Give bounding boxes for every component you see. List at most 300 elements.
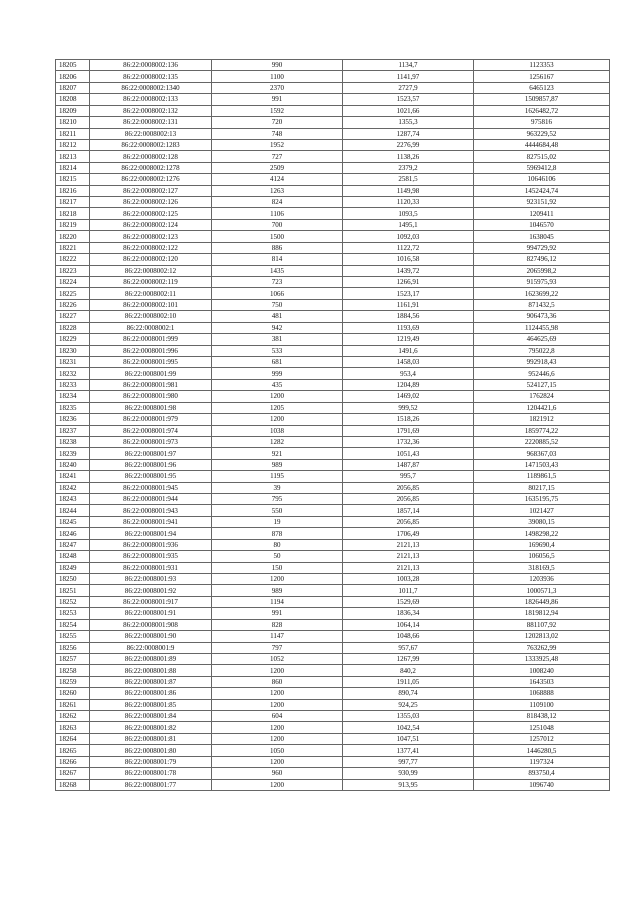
table-row xyxy=(56,265,610,276)
value-cell: 1859774,22 xyxy=(474,425,610,436)
row-number-cell: 18264 xyxy=(56,733,90,744)
cadastral-number-cell: 86:22:0008002:131 xyxy=(90,117,212,128)
row-number-cell: 18210 xyxy=(56,117,90,128)
area-cell: 150 xyxy=(212,562,343,573)
area-cell: 381 xyxy=(212,334,343,345)
table-row xyxy=(56,551,610,562)
table-row xyxy=(56,334,610,345)
row-number-cell: 18225 xyxy=(56,288,90,299)
area-cell: 1200 xyxy=(212,779,343,790)
table-row xyxy=(56,379,610,390)
area-cell: 2509 xyxy=(212,162,343,173)
row-number-cell: 18266 xyxy=(56,756,90,767)
rate-cell: 1911,05 xyxy=(343,676,474,687)
value-cell: 106056,5 xyxy=(474,551,610,562)
rate-cell: 1491,6 xyxy=(343,345,474,356)
area-cell: 1038 xyxy=(212,425,343,436)
rate-cell: 1011,7 xyxy=(343,585,474,596)
table-row xyxy=(56,128,610,139)
row-number-cell: 18214 xyxy=(56,162,90,173)
table-row xyxy=(56,71,610,82)
rate-cell: 1458,03 xyxy=(343,356,474,367)
value-cell: 1000571,3 xyxy=(474,585,610,596)
row-number-cell: 18236 xyxy=(56,414,90,425)
row-number-cell: 18241 xyxy=(56,471,90,482)
row-number-cell: 18249 xyxy=(56,562,90,573)
rate-cell: 953,4 xyxy=(343,368,474,379)
table-row xyxy=(56,356,610,367)
table-row xyxy=(56,60,610,71)
area-cell: 1200 xyxy=(212,722,343,733)
table-row xyxy=(56,528,610,539)
cadastral-number-cell: 86:22:0008001:79 xyxy=(90,756,212,767)
rate-cell: 1048,66 xyxy=(343,631,474,642)
cadastral-number-cell: 86:22:0008001:99 xyxy=(90,368,212,379)
cadastral-number-cell: 86:22:0008002:135 xyxy=(90,71,212,82)
value-cell: 1452424,74 xyxy=(474,185,610,196)
cadastral-number-cell: 86:22:0008002:11 xyxy=(90,288,212,299)
value-cell: 1197324 xyxy=(474,756,610,767)
value-cell: 906473,36 xyxy=(474,311,610,322)
table-row xyxy=(56,185,610,196)
value-cell: 5969412,8 xyxy=(474,162,610,173)
row-number-cell: 18232 xyxy=(56,368,90,379)
row-number-cell: 18230 xyxy=(56,345,90,356)
value-cell: 39080,15 xyxy=(474,516,610,527)
rate-cell: 1529,69 xyxy=(343,596,474,607)
table-row xyxy=(56,516,610,527)
row-number-cell: 18254 xyxy=(56,619,90,630)
rate-cell: 1219,49 xyxy=(343,334,474,345)
rate-cell: 2056,85 xyxy=(343,516,474,527)
row-number-cell: 18250 xyxy=(56,573,90,584)
row-number-cell: 18235 xyxy=(56,402,90,413)
row-number-cell: 18248 xyxy=(56,551,90,562)
table-row xyxy=(56,459,610,470)
rate-cell: 957,67 xyxy=(343,642,474,653)
area-cell: 1592 xyxy=(212,105,343,116)
area-cell: 80 xyxy=(212,539,343,550)
row-number-cell: 18205 xyxy=(56,60,90,71)
rate-cell: 1003,28 xyxy=(343,573,474,584)
table-row xyxy=(56,82,610,93)
rate-cell: 1047,51 xyxy=(343,733,474,744)
cadastral-number-cell: 86:22:0008002:127 xyxy=(90,185,212,196)
value-cell: 1821912 xyxy=(474,414,610,425)
value-cell: 1124455,98 xyxy=(474,322,610,333)
cadastral-number-cell: 86:22:0008001:91 xyxy=(90,608,212,619)
table-row xyxy=(56,711,610,722)
value-cell: 1471503,43 xyxy=(474,459,610,470)
table-body xyxy=(56,60,610,791)
cadastral-number-cell: 86:22:0008002:12 xyxy=(90,265,212,276)
cadastral-number-cell: 86:22:0008002:126 xyxy=(90,197,212,208)
cadastral-number-cell: 86:22:0008002:1276 xyxy=(90,174,212,185)
row-number-cell: 18267 xyxy=(56,768,90,779)
area-cell: 860 xyxy=(212,676,343,687)
rate-cell: 1092,03 xyxy=(343,231,474,242)
area-cell: 1050 xyxy=(212,745,343,756)
area-cell: 1200 xyxy=(212,756,343,767)
cadastral-number-cell: 86:22:0008001:85 xyxy=(90,699,212,710)
value-cell: 915975,93 xyxy=(474,277,610,288)
rate-cell: 1706,49 xyxy=(343,528,474,539)
table-row xyxy=(56,94,610,105)
table-row xyxy=(56,573,610,584)
row-number-cell: 18238 xyxy=(56,436,90,447)
row-number-cell: 18208 xyxy=(56,94,90,105)
area-cell: 550 xyxy=(212,505,343,516)
row-number-cell: 18245 xyxy=(56,516,90,527)
cadastral-number-cell: 86:22:0008002:133 xyxy=(90,94,212,105)
rate-cell: 1439,72 xyxy=(343,265,474,276)
cadastral-number-cell: 86:22:0008002:119 xyxy=(90,277,212,288)
value-cell: 1626482,72 xyxy=(474,105,610,116)
area-cell: 991 xyxy=(212,608,343,619)
area-cell: 1200 xyxy=(212,414,343,425)
value-cell: 1762824 xyxy=(474,391,610,402)
registry-table xyxy=(55,59,610,791)
row-number-cell: 18257 xyxy=(56,653,90,664)
row-number-cell: 18242 xyxy=(56,482,90,493)
table-row xyxy=(56,619,610,630)
cadastral-number-cell: 86:22:0008001:97 xyxy=(90,448,212,459)
rate-cell: 1161,91 xyxy=(343,299,474,310)
cadastral-number-cell: 86:22:0008001:87 xyxy=(90,676,212,687)
value-cell: 1643503 xyxy=(474,676,610,687)
area-cell: 750 xyxy=(212,299,343,310)
rate-cell: 1138,26 xyxy=(343,151,474,162)
cadastral-number-cell: 86:22:0008001:78 xyxy=(90,768,212,779)
area-cell: 723 xyxy=(212,277,343,288)
row-number-cell: 18251 xyxy=(56,585,90,596)
row-number-cell: 18243 xyxy=(56,494,90,505)
area-cell: 1106 xyxy=(212,208,343,219)
table-row xyxy=(56,242,610,253)
rate-cell: 1495,1 xyxy=(343,219,474,230)
row-number-cell: 18234 xyxy=(56,391,90,402)
value-cell: 1203936 xyxy=(474,573,610,584)
row-number-cell: 18221 xyxy=(56,242,90,253)
table-row xyxy=(56,174,610,185)
value-cell: 80217,15 xyxy=(474,482,610,493)
rate-cell: 1518,26 xyxy=(343,414,474,425)
value-cell: 1109100 xyxy=(474,699,610,710)
row-number-cell: 18206 xyxy=(56,71,90,82)
table-row xyxy=(56,539,610,550)
table-row xyxy=(56,288,610,299)
area-cell: 795 xyxy=(212,494,343,505)
cadastral-number-cell: 86:22:0008001:94 xyxy=(90,528,212,539)
area-cell: 828 xyxy=(212,619,343,630)
rate-cell: 1134,7 xyxy=(343,60,474,71)
cadastral-number-cell: 86:22:0008001:82 xyxy=(90,722,212,733)
cadastral-number-cell: 86:22:0008002:1283 xyxy=(90,139,212,150)
area-cell: 681 xyxy=(212,356,343,367)
cadastral-number-cell: 86:22:0008001:88 xyxy=(90,665,212,676)
cadastral-number-cell: 86:22:0008001:973 xyxy=(90,436,212,447)
cadastral-number-cell: 86:22:0008001:941 xyxy=(90,516,212,527)
cadastral-number-cell: 86:22:0008001:979 xyxy=(90,414,212,425)
row-number-cell: 18229 xyxy=(56,334,90,345)
table-row xyxy=(56,311,610,322)
table-row xyxy=(56,631,610,642)
value-cell: 1008240 xyxy=(474,665,610,676)
cadastral-number-cell: 86:22:0008001:89 xyxy=(90,653,212,664)
table-row xyxy=(56,494,610,505)
cadastral-number-cell: 86:22:0008002:13 xyxy=(90,128,212,139)
area-cell: 1147 xyxy=(212,631,343,642)
rate-cell: 2581,5 xyxy=(343,174,474,185)
row-number-cell: 18220 xyxy=(56,231,90,242)
cadastral-number-cell: 86:22:0008002:132 xyxy=(90,105,212,116)
row-number-cell: 18212 xyxy=(56,139,90,150)
cadastral-number-cell: 86:22:0008002:120 xyxy=(90,254,212,265)
table-row xyxy=(56,768,610,779)
table-row xyxy=(56,471,610,482)
area-cell: 921 xyxy=(212,448,343,459)
area-cell: 50 xyxy=(212,551,343,562)
row-number-cell: 18222 xyxy=(56,254,90,265)
area-cell: 1195 xyxy=(212,471,343,482)
rate-cell: 2379,2 xyxy=(343,162,474,173)
value-cell: 4444684,48 xyxy=(474,139,610,150)
cadastral-number-cell: 86:22:0008002:101 xyxy=(90,299,212,310)
table-row xyxy=(56,402,610,413)
area-cell: 989 xyxy=(212,459,343,470)
value-cell: 1509857,87 xyxy=(474,94,610,105)
table-row xyxy=(56,105,610,116)
row-number-cell: 18226 xyxy=(56,299,90,310)
area-cell: 1066 xyxy=(212,288,343,299)
rate-cell: 1016,58 xyxy=(343,254,474,265)
cadastral-number-cell: 86:22:0008001:981 xyxy=(90,379,212,390)
table-row xyxy=(56,322,610,333)
table-row xyxy=(56,414,610,425)
rate-cell: 1857,14 xyxy=(343,505,474,516)
row-number-cell: 18255 xyxy=(56,631,90,642)
value-cell: 818438,12 xyxy=(474,711,610,722)
table-row xyxy=(56,117,610,128)
cadastral-number-cell: 86:22:0008002:123 xyxy=(90,231,212,242)
area-cell: 1282 xyxy=(212,436,343,447)
row-number-cell: 18244 xyxy=(56,505,90,516)
cadastral-number-cell: 86:22:0008002:122 xyxy=(90,242,212,253)
row-number-cell: 18259 xyxy=(56,676,90,687)
area-cell: 886 xyxy=(212,242,343,253)
row-number-cell: 18247 xyxy=(56,539,90,550)
area-cell: 1200 xyxy=(212,665,343,676)
area-cell: 700 xyxy=(212,219,343,230)
cadastral-number-cell: 86:22:0008001:974 xyxy=(90,425,212,436)
cadastral-number-cell: 86:22:0008001:945 xyxy=(90,482,212,493)
value-cell: 795022,8 xyxy=(474,345,610,356)
rate-cell: 1193,69 xyxy=(343,322,474,333)
cadastral-number-cell: 86:22:0008001:980 xyxy=(90,391,212,402)
table-row xyxy=(56,676,610,687)
table-row xyxy=(56,505,610,516)
rate-cell: 1836,34 xyxy=(343,608,474,619)
row-number-cell: 18213 xyxy=(56,151,90,162)
area-cell: 1200 xyxy=(212,733,343,744)
row-number-cell: 18231 xyxy=(56,356,90,367)
row-number-cell: 18253 xyxy=(56,608,90,619)
area-cell: 2370 xyxy=(212,82,343,93)
value-cell: 881107,92 xyxy=(474,619,610,630)
area-cell: 960 xyxy=(212,768,343,779)
area-cell: 727 xyxy=(212,151,343,162)
area-cell: 435 xyxy=(212,379,343,390)
value-cell: 2065998,2 xyxy=(474,265,610,276)
cadastral-number-cell: 86:22:0008002:1340 xyxy=(90,82,212,93)
table-row xyxy=(56,756,610,767)
cadastral-number-cell: 86:22:0008001:936 xyxy=(90,539,212,550)
value-cell: 1257012 xyxy=(474,733,610,744)
table-row xyxy=(56,642,610,653)
table-row xyxy=(56,162,610,173)
rate-cell: 1355,3 xyxy=(343,117,474,128)
cadastral-number-cell: 86:22:0008001:96 xyxy=(90,459,212,470)
rate-cell: 1732,36 xyxy=(343,436,474,447)
area-cell: 1435 xyxy=(212,265,343,276)
area-cell: 1263 xyxy=(212,185,343,196)
value-cell: 1826449,86 xyxy=(474,596,610,607)
cadastral-number-cell: 86:22:0008002:128 xyxy=(90,151,212,162)
rate-cell: 2056,85 xyxy=(343,494,474,505)
value-cell: 1204421,6 xyxy=(474,402,610,413)
value-cell: 1819812,94 xyxy=(474,608,610,619)
cadastral-number-cell: 86:22:0008001:943 xyxy=(90,505,212,516)
area-cell: 1100 xyxy=(212,71,343,82)
cadastral-number-cell: 86:22:0008001:908 xyxy=(90,619,212,630)
value-cell: 1189861,5 xyxy=(474,471,610,482)
table-row xyxy=(56,448,610,459)
rate-cell: 1884,56 xyxy=(343,311,474,322)
rate-cell: 1051,43 xyxy=(343,448,474,459)
table-row xyxy=(56,596,610,607)
value-cell: 1638045 xyxy=(474,231,610,242)
area-cell: 797 xyxy=(212,642,343,653)
cadastral-number-cell: 86:22:0008001:77 xyxy=(90,779,212,790)
value-cell: 992918,43 xyxy=(474,356,610,367)
row-number-cell: 18240 xyxy=(56,459,90,470)
area-cell: 1500 xyxy=(212,231,343,242)
rate-cell: 1487,87 xyxy=(343,459,474,470)
rate-cell: 840,2 xyxy=(343,665,474,676)
cadastral-number-cell: 86:22:0008002:125 xyxy=(90,208,212,219)
table-row xyxy=(56,208,610,219)
value-cell: 827496,12 xyxy=(474,254,610,265)
cadastral-number-cell: 86:22:0008001:917 xyxy=(90,596,212,607)
table-row xyxy=(56,254,610,265)
table-row xyxy=(56,585,610,596)
rate-cell: 1287,74 xyxy=(343,128,474,139)
cadastral-number-cell: 86:22:0008001:98 xyxy=(90,402,212,413)
table-row xyxy=(56,436,610,447)
area-cell: 942 xyxy=(212,322,343,333)
rate-cell: 1042,54 xyxy=(343,722,474,733)
area-cell: 989 xyxy=(212,585,343,596)
row-number-cell: 18256 xyxy=(56,642,90,653)
table-row xyxy=(56,482,610,493)
rate-cell: 913,95 xyxy=(343,779,474,790)
cadastral-number-cell: 86:22:0008002:124 xyxy=(90,219,212,230)
rate-cell: 1122,72 xyxy=(343,242,474,253)
area-cell: 4124 xyxy=(212,174,343,185)
area-cell: 990 xyxy=(212,60,343,71)
area-cell: 748 xyxy=(212,128,343,139)
cadastral-number-cell: 86:22:0008001:996 xyxy=(90,345,212,356)
row-number-cell: 18262 xyxy=(56,711,90,722)
rate-cell: 1267,99 xyxy=(343,653,474,664)
rate-cell: 2276,99 xyxy=(343,139,474,150)
value-cell: 318169,5 xyxy=(474,562,610,573)
table-row xyxy=(56,197,610,208)
value-cell: 1256167 xyxy=(474,71,610,82)
value-cell: 1096740 xyxy=(474,779,610,790)
rate-cell: 2121,13 xyxy=(343,551,474,562)
rate-cell: 924,25 xyxy=(343,699,474,710)
rate-cell: 1266,91 xyxy=(343,277,474,288)
cadastral-number-cell: 86:22:0008001:92 xyxy=(90,585,212,596)
area-cell: 991 xyxy=(212,94,343,105)
cadastral-number-cell: 86:22:0008001:95 xyxy=(90,471,212,482)
rate-cell: 1355,03 xyxy=(343,711,474,722)
area-cell: 1205 xyxy=(212,402,343,413)
row-number-cell: 18246 xyxy=(56,528,90,539)
area-cell: 1200 xyxy=(212,391,343,402)
area-cell: 1200 xyxy=(212,688,343,699)
value-cell: 1123353 xyxy=(474,60,610,71)
row-number-cell: 18237 xyxy=(56,425,90,436)
area-cell: 999 xyxy=(212,368,343,379)
area-cell: 878 xyxy=(212,528,343,539)
row-number-cell: 18224 xyxy=(56,277,90,288)
table-row xyxy=(56,733,610,744)
table-row xyxy=(56,219,610,230)
row-number-cell: 18265 xyxy=(56,745,90,756)
row-number-cell: 18216 xyxy=(56,185,90,196)
area-cell: 533 xyxy=(212,345,343,356)
value-cell: 923151,92 xyxy=(474,197,610,208)
cadastral-number-cell: 86:22:0008001:935 xyxy=(90,551,212,562)
row-number-cell: 18218 xyxy=(56,208,90,219)
cadastral-number-cell: 86:22:0008001:81 xyxy=(90,733,212,744)
cadastral-number-cell: 86:22:0008002:10 xyxy=(90,311,212,322)
table-row xyxy=(56,608,610,619)
value-cell: 963229,52 xyxy=(474,128,610,139)
rate-cell: 1093,5 xyxy=(343,208,474,219)
table-row xyxy=(56,779,610,790)
area-cell: 19 xyxy=(212,516,343,527)
table-row xyxy=(56,391,610,402)
table-row xyxy=(56,745,610,756)
cadastral-number-cell: 86:22:0008002:136 xyxy=(90,60,212,71)
area-cell: 1052 xyxy=(212,653,343,664)
row-number-cell: 18233 xyxy=(56,379,90,390)
area-cell: 814 xyxy=(212,254,343,265)
value-cell: 968367,03 xyxy=(474,448,610,459)
row-number-cell: 18228 xyxy=(56,322,90,333)
table-row xyxy=(56,425,610,436)
table-row xyxy=(56,151,610,162)
cadastral-number-cell: 86:22:0008002:1278 xyxy=(90,162,212,173)
table-row xyxy=(56,562,610,573)
cadastral-number-cell: 86:22:0008001:944 xyxy=(90,494,212,505)
rate-cell: 930,99 xyxy=(343,768,474,779)
value-cell: 464625,69 xyxy=(474,334,610,345)
row-number-cell: 18268 xyxy=(56,779,90,790)
